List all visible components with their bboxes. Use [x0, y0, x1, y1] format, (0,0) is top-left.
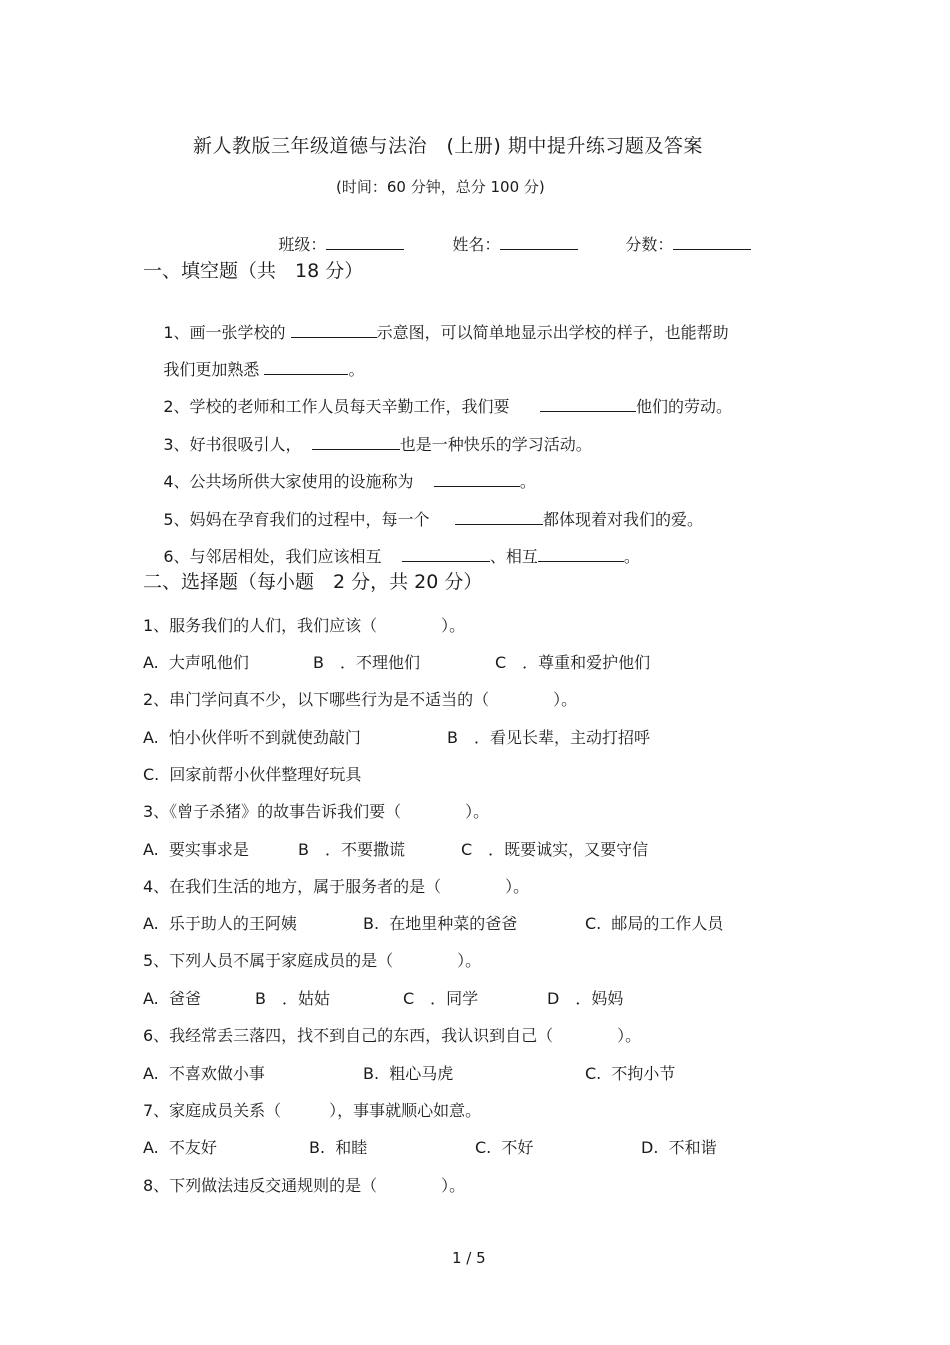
section-heading-fill-in: 一、填空题（共 18 分）: [143, 260, 364, 282]
choice-question-6: 6、我经常丢三落四，找不到自己的东西，我认识到自己（ ）。: [143, 1026, 642, 1045]
answer-blank: [540, 395, 636, 412]
question-text: 。: [519, 472, 536, 491]
option-b: B. 在地里种菜的爸爸: [363, 914, 518, 933]
option-b: B. 和睦: [309, 1138, 368, 1157]
option-c: C. 不拘小节: [585, 1064, 676, 1083]
option-c: C ．既要诚实，又要守信: [461, 840, 649, 859]
option-a: A. 乐于助人的王阿姨: [143, 914, 297, 933]
answer-blank: [455, 508, 543, 525]
score-field: [605, 213, 751, 274]
choice-question-1: 1、服务我们的人们，我们应该（ ）。: [143, 616, 466, 635]
section-heading-multiple-choice: 二、选择题（每小题 2 分，共 20 分）: [143, 571, 483, 593]
question-text: 6、与邻居相处，我们应该相互: [163, 547, 382, 566]
option-c: C. 不好: [475, 1138, 534, 1157]
question-text: 2、学校的老师和工作人员每天辛勤工作，我们要: [163, 397, 510, 416]
choice-question-7: 7、家庭成员关系（ ），事事就顺心如意。: [143, 1101, 482, 1120]
option-b: B ．不理他们: [313, 653, 420, 672]
option-b: B ．姑姑: [255, 989, 330, 1008]
answer-blank: [264, 358, 348, 375]
question-text: 5、妈妈在孕育我们的过程中，每一个: [163, 510, 430, 529]
choice-question-8: 8、下列做法违反交通规则的是（ ）。: [143, 1176, 466, 1195]
question-text: 1、画一张学校的: [163, 323, 286, 342]
option-a: A. 大声吼他们: [143, 653, 249, 672]
question-text: 、相互: [489, 547, 538, 566]
option-b: B ．看见长辈，主动打招呼: [447, 728, 650, 747]
name-blank: [500, 233, 578, 250]
question-text: 。: [348, 360, 365, 379]
option-d: D ．妈妈: [547, 989, 624, 1008]
option-a: A. 爸爸: [143, 989, 201, 1008]
question-text: 我们更加熟悉: [163, 360, 260, 379]
answer-blank: [312, 433, 400, 450]
answer-blank: [402, 545, 490, 562]
option-a: A. 不友好: [143, 1138, 217, 1157]
answer-blank: [291, 321, 377, 338]
option-c: C. 回家前帮小伙伴整理好玩具: [143, 765, 362, 784]
option-c: C ．尊重和爱护他们: [495, 653, 651, 672]
page-number: 1 / 5: [452, 1249, 486, 1267]
choice-question-3: 3、《曾子杀猪》的故事告诉我们要（ ）。: [143, 802, 490, 821]
option-b: B ．不要撒谎: [298, 840, 405, 859]
question-text: 4、公共场所供大家使用的设施称为: [163, 472, 414, 491]
answer-blank: [434, 470, 520, 487]
option-d: D. 不和谐: [641, 1138, 717, 1157]
option-a: A. 怕小伙伴听不到就使劲敲门: [143, 728, 361, 747]
exam-subtitle: (时间：60 分钟，总分 100 分): [336, 178, 545, 196]
page-title: 新人教版三年级道德与法治 (上册) 期中提升练习题及答案: [193, 135, 703, 157]
score-label: 分数：: [625, 235, 674, 254]
question-text: 示意图，可以简单地显示出学校的样子，也能帮助: [376, 323, 729, 342]
question-text: 3、好书很吸引人，: [163, 435, 302, 454]
question-text: 也是一种快乐的学习活动。: [399, 435, 592, 454]
option-c: C ．同学: [403, 989, 479, 1008]
option-b: B. 粗心马虎: [363, 1064, 454, 1083]
name-label: 姓名：: [452, 235, 501, 254]
option-a: A. 不喜欢做小事: [143, 1064, 265, 1083]
class-blank: [326, 233, 404, 250]
score-blank: [673, 233, 751, 250]
answer-blank: [538, 545, 624, 562]
name-field: [432, 213, 578, 274]
choice-question-4: 4、在我们生活的地方，属于服务者的是（ ）。: [143, 877, 530, 896]
choice-question-2: 2、串门学问真不少，以下哪些行为是不适当的（ ）。: [143, 690, 578, 709]
option-a: A. 要实事求是: [143, 840, 249, 859]
question-text: 都体现着对我们的爱。: [542, 510, 703, 529]
option-c: C. 邮局的工作人员: [585, 914, 724, 933]
choice-question-5: 5、下列人员不属于家庭成员的是（ ）。: [143, 951, 482, 970]
class-label: 班级：: [278, 235, 327, 254]
question-text: 他们的劳动。: [636, 397, 733, 416]
question-text: 。: [623, 547, 640, 566]
